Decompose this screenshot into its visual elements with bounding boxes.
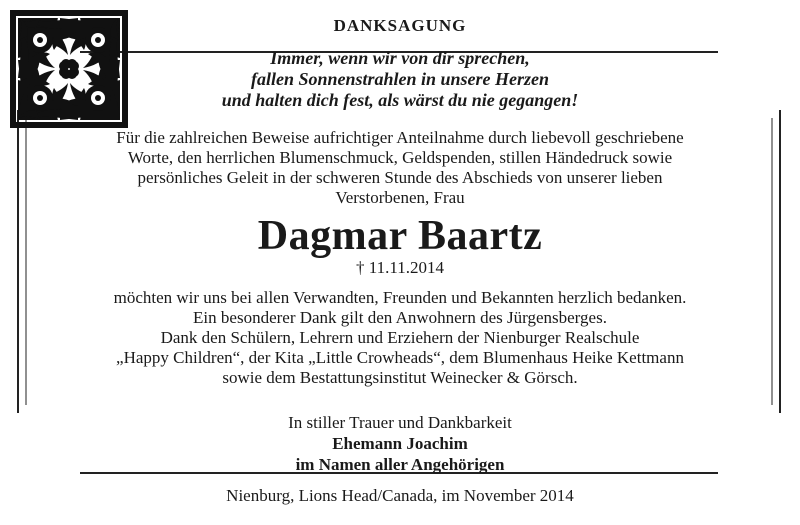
verse-line: Immer, wenn wir von dir sprechen, <box>270 48 530 68</box>
deceased-name: Dagmar Baartz <box>257 213 543 259</box>
intro-paragraph <box>0 128 800 208</box>
thanks-line: „Happy Children“, der Kita „Little Crowheads“, dem Blumenhaus Heike Kettmann <box>116 348 684 367</box>
thanks-paragraph <box>0 288 800 388</box>
thanks-line: Dank den Schülern, Lehrern und Erziehern der Nienburger Realschule <box>160 328 640 347</box>
place-and-date: Nienburg, Lions Head/Canada, im November 2014 <box>226 486 574 505</box>
intro-line: Verstorbenen, Frau <box>335 188 465 207</box>
intro-line: Worte, den herrlichen Blumenschmuck, Geldspenden, stillen Händedruck sowie <box>127 148 673 167</box>
thanks-line: sowie dem Bestattungsinstitut Weinecker & Görsch. <box>222 368 578 387</box>
death-date: † 11.11.2014 <box>356 258 444 277</box>
verse-line: fallen Sonnenstrahlen in unsere Herzen <box>250 69 550 89</box>
thanks-line: möchten wir uns bei allen Verwandten, Freunden und Bekannten herzlich bedanken. <box>113 288 687 307</box>
signatory-subline: im Namen aller Angehörigen <box>295 455 505 474</box>
closing-block <box>0 412 800 475</box>
signatory-name: Ehemann Joachim <box>332 434 468 453</box>
verse-line: und halten dich fest, als wärst du nie gegangen! <box>221 90 579 110</box>
thanks-line: Ein besonderer Dank gilt den Anwohnern des Jürgensberges. <box>193 308 607 327</box>
closing-line: In stiller Trauer und Dankbarkeit <box>288 413 512 432</box>
intro-line: persönliches Geleit in der schweren Stunde des Abschieds von unserer lieben <box>137 168 663 187</box>
notice-heading: DANKSAGUNG <box>333 16 467 35</box>
memorial-verse <box>0 48 800 111</box>
intro-line: Für die zahlreichen Beweise aufrichtiger Anteilnahme durch liebevoll geschriebene <box>116 128 684 147</box>
